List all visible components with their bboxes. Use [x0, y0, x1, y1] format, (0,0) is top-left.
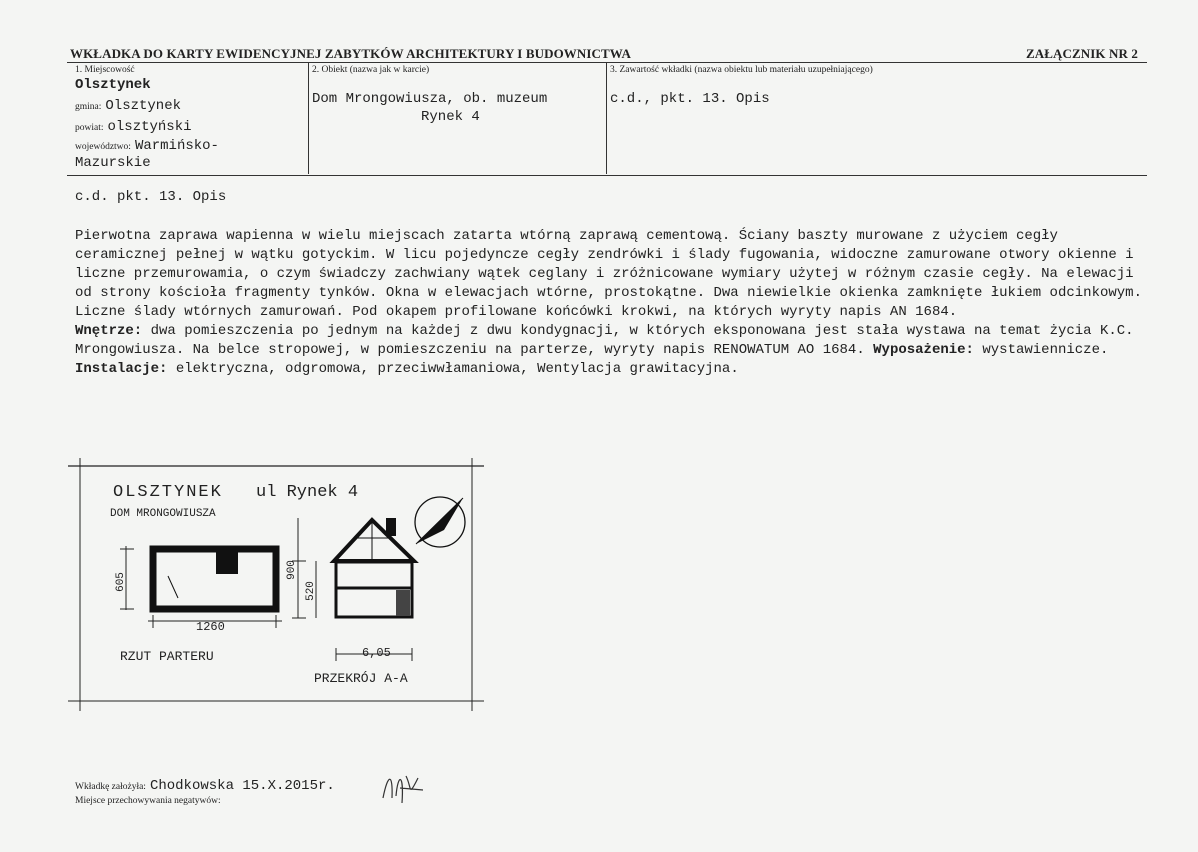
- plan-width-dim: 1260: [196, 620, 225, 634]
- sketch-title-town: OLSZTYNEK: [113, 483, 223, 502]
- woj-value-cont: Mazurskie: [75, 155, 151, 171]
- gmina-value: Olsztynek: [105, 98, 182, 114]
- interior-label: Wnętrze:: [75, 323, 143, 339]
- divider: [308, 62, 309, 174]
- section-height2-dim: 520: [304, 581, 317, 601]
- plan-label: RZUT PARTERU: [120, 649, 214, 664]
- divider: [606, 62, 607, 174]
- powiat-label: powiat:: [75, 123, 104, 133]
- description-body: [75, 227, 1150, 379]
- col3-label: 3. Zawartość wkładki (nazwa obiektu lub materiału uzupełniającego): [610, 65, 873, 75]
- object-address: Rynek 4: [421, 109, 480, 125]
- made-by-value: Chodkowska 15.X.2015r.: [149, 778, 335, 794]
- made-by-row: [75, 776, 335, 794]
- col1-label: 1. Miejscowość: [75, 65, 135, 75]
- page-title: WKŁADKA DO KARTY EWIDENCYJNEJ ZABYTKÓW ARCHITEKTURY I BUDOWNICTWA: [70, 46, 631, 61]
- installations-text: elektryczna, odgromowa, przeciwwłamaniowa, Wentylacja grawitacyjna.: [167, 361, 739, 377]
- object-name: Dom Mrongowiusza, ob. muzeum: [312, 91, 548, 107]
- interior-text: dwa pomieszczenia po jednym na każdej z dwu kondygnacji, w których eksponowana jest stała wystawa na temat życia K.C. Mrongowiusza. Na belce stropowej, w pomieszczeniu na parterze, wyryty napis RENOWATUM AO 1684.: [75, 323, 1134, 358]
- content-value: c.d., pkt. 13. Opis: [610, 91, 770, 107]
- plan-height-dim: 605: [114, 572, 127, 592]
- section-label: PRZEKRÓJ A-A: [314, 671, 408, 686]
- powiat-value: olsztyński: [107, 119, 192, 135]
- woj-value: Warmińsko-: [134, 138, 219, 154]
- architectural-sketch: [68, 458, 484, 711]
- header-table: [67, 62, 1147, 176]
- woj-label: województwo:: [75, 142, 131, 152]
- section-width-dim: 6,05: [362, 646, 391, 660]
- section-height-dim: 900: [285, 560, 298, 580]
- sketch-title-street: ul Rynek 4: [256, 483, 359, 502]
- description-p1: Pierwotna zaprawa wapienna w wielu miejscach zatarta wtórną zaprawą cementową. Ściany baszty murowane z użyciem cegły ceramicznej pełnej w wątku gotyckim. W licu pojedyncze cegły zendrówki i ślady fugowania, widoczne zamurowane otwory okienne i liczne przemurowamia, o czym świadczy zachwiany wątek ceglany i zróżnicowane wymiary użytej w różnym czasie cegły. Na elewacji od strony kościoła fragmenty tynków. Okna w elewacjach wtórne, prostokątne. Dwa niewielkie okienka zamknięte łukiem odcinkowym. Liczne ślady wtórnych zamurowań. Pod okapem profilowane końcówki krokwi, na których wyryty napis AN 1684.: [75, 228, 1142, 320]
- equipment-text: wystawiennicze.: [973, 342, 1109, 358]
- section-title: c.d. pkt. 13. Opis: [75, 189, 227, 205]
- place-value: Olsztynek: [75, 77, 151, 93]
- signature: [378, 768, 428, 808]
- annex-label: ZAŁĄCZNIK NR 2: [1026, 46, 1138, 61]
- gmina-row: [75, 96, 181, 114]
- woj-row: [75, 136, 219, 154]
- storage-label: Miejsce przechowywania negatywów:: [75, 796, 221, 806]
- made-by-label: Wkładkę założyła:: [75, 782, 146, 792]
- powiat-row: [75, 117, 192, 135]
- gmina-label: gmina:: [75, 102, 102, 112]
- installations-label: Instalacje:: [75, 361, 168, 377]
- equipment-label: Wyposażenie:: [873, 342, 974, 358]
- sketch-subtitle: DOM MRONGOWIUSZA: [110, 508, 216, 520]
- col2-label: 2. Obiekt (nazwa jak w karcie): [312, 65, 430, 75]
